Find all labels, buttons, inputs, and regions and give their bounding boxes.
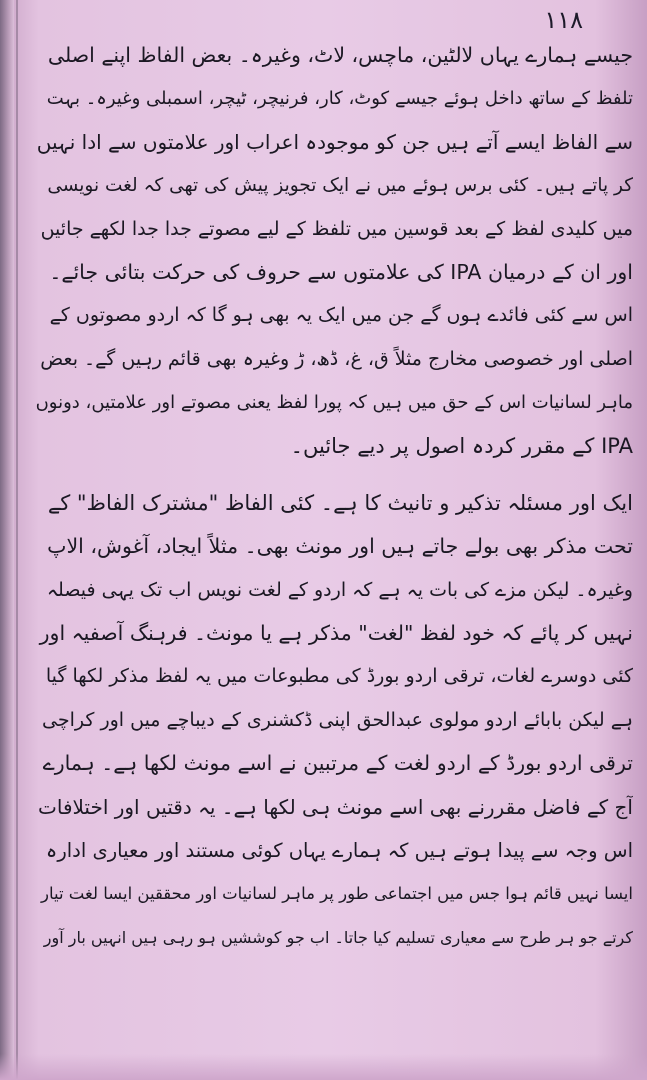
paragraph-1: [36, 34, 633, 468]
text-line: ہے لیکن بابائے اردو مولوی عبدالحق اپنی ڈکشنری کے دیباچے میں اور کراچی: [42, 708, 633, 731]
text-line: آج کے فاضل مقررنے بھی اسے مونث ہی لکھا ہے۔ یہ دقتیں اور اختلافات: [38, 794, 633, 819]
text-line: ترقی اردو بورڈ کے اردو لغت کے مرتبین نے اسے مونث لکھا ہے۔ ہمارے: [42, 751, 633, 776]
text-line: میں کلیدی لفظ کے بعد قوسین میں تلفظ کے لیے مصوتے جدا جدا لکھے جائیں: [40, 217, 633, 240]
text-line: اس سے کئی فائدے ہوں گے جن میں ایک یہ بھی ہو گا کہ اردو مصوتوں کے: [49, 304, 633, 327]
text-line: IPA کے مقرر کردہ اصول پر دیے جائیں۔: [290, 433, 633, 458]
text-line: تلفظ کے ساتھ داخل ہوئے جیسے کوٹ، کار، فرنیچر، ٹیچر، اسمبلی وغیرہ۔ بہت: [46, 88, 633, 110]
text-line: تحت مذکر بھی بولے جاتے ہیں اور مونث بھی۔ مثلاً ایجاد، آغوش، الاپ: [47, 534, 633, 559]
text-line: اس وجہ سے پیدا ہوتے ہیں کہ ہمارے یہاں کوئی مستند اور معیاری ادارہ: [45, 839, 633, 863]
paragraph-2: [36, 482, 633, 959]
text-line: ماہر لسانیات اس کے حق میں ہیں کہ پورا لفظ یعنی مصوتے اور علامتیں، دونوں: [36, 392, 633, 414]
text-line: کرتے جو ہر طرح سے معیاری تسلیم کیا جاتا۔ اب جو کوششیں ہو رہی ہیں انہیں بار آور: [43, 927, 633, 947]
page-binding-edge: [0, 0, 14, 1080]
text-line: نہیں کر پائے کہ خود لفظ "لغت" مذکر ہے یا مونث۔ فرہنگ آصفیہ اور: [39, 621, 633, 646]
text-line: جیسے ہمارے یہاں لالٹین، ماچس، لاٹ، وغیرہ۔ بعض الفاظ اپنے اصلی: [47, 43, 633, 67]
text-line: ایک اور مسئلہ تذکیر و تانیث کا ہے۔ کئی الفاظ "مشترک الفاظ" کے: [47, 490, 633, 515]
text-line: اور ان کے درمیان IPA کی علامتوں سے حروف کی حرکت بتائی جائے۔: [49, 259, 633, 284]
urdu-text-body: [36, 34, 633, 959]
text-line: اصلی اور خصوصی مخارج مثلاً ق، غ، ڈھ، ڑ وغیرہ بھی قائم رہیں گے۔ بعض: [40, 347, 633, 370]
text-line: کر پاتے ہیں۔ کئی برس ہوئے میں نے ایک تجویز پیش کی تھی کہ لغت نویسی: [47, 175, 633, 197]
text-line: سے الفاظ ایسے آتے ہیں جن کو موجودہ اعراب اور علامتوں سے ادا نہیں: [36, 129, 633, 154]
paragraph-gap: [36, 468, 633, 482]
page-number: ۱۱۸: [544, 6, 583, 34]
text-line: کئی دوسرے لغات، ترقی اردو بورڈ کی مطبوعات میں یہ لفظ مذکر لکھا گیا: [45, 665, 633, 688]
text-line: وغیرہ۔ لیکن مزے کی بات یہ ہے کہ اردو کے لغت نویس اب تک یہی فیصلہ: [46, 578, 633, 601]
page-margin-line: [16, 0, 18, 1080]
text-line: ایسا نہیں قائم ہوا جس میں اجتماعی طور پر ماہر لسانیات اور محققین ایسا لغت تیار: [41, 884, 633, 904]
page-bottom-shadow: [0, 1054, 647, 1080]
